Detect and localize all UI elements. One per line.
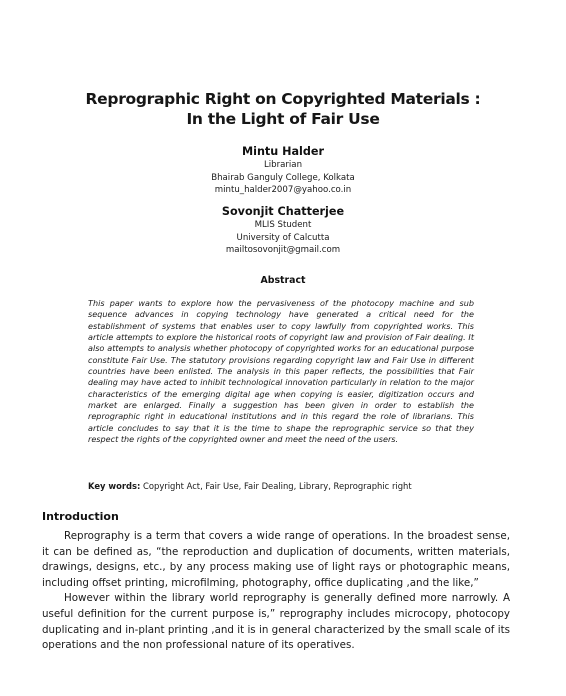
- introduction-paragraph: Reprography is a term that covers a wide range of operations. In the broadest sense, it can be defined as, “the reproduction and duplication of documents, written materials, drawings, designs, etc., by any process making use of light rays or photographic means, including offset printing, microfilming, photography, office duplicating ,and the like,”: [42, 530, 510, 589]
- keywords-label: Key words:: [88, 481, 141, 491]
- author-email: mailtosovonjit@gmail.com: [225, 245, 341, 255]
- author-name: Mintu Halder: [242, 145, 324, 158]
- author-affiliation: University of Calcutta: [236, 232, 330, 243]
- abstract-body: This paper wants to explore how the pervasiveness of the photocopy machine and sub sequence advances in copying technology have generated a critical need for the establishment of systems that enables user to copy lawfully from copyrighted works. This article attempts to explore the historical roots of copyright law and provision of Fair dealing. It also attempts to analysis whether photocopy of copyrighted works for an educational purpose constitute Fair Use. The statutory provisions regarding copyright law and Fair Use in different countries have been enlisted. The analysis in this paper reflects, the possibilities that Fair dealing may have acted to inhibit technological innovation particularly in relation to the major characteristics of the emerging digital age when copying is easier, digitization occurs and market are enlarged. Finally a suggestion has been given in order to establish the reprographic right in educational institutions and in this regard the role of librarians. This article concludes to say that it is the time to shape the reprographic service so that they respect the rights of the copyrighted owner and meet the need of the users.: [88, 298, 474, 445]
- keywords-list: Copyright Act, Fair Use, Fair Dealing, Library, Reprographic right: [143, 481, 412, 491]
- introduction-paragraph: However within the library world reprography is generally defined more narrowly. A useful definition for the current purpose is,” reprography includes microcopy, photocopy duplicating and in-plant printing ,and it is in general characterized by the small scale of its operations and the non professional nature of its operatives.: [42, 592, 510, 652]
- introduction-body: [42, 529, 510, 654]
- author-affiliation: Bhairab Ganguly College, Kolkata: [211, 172, 355, 183]
- section-heading-introduction: Introduction: [42, 510, 119, 523]
- author-block-1: [0, 144, 566, 197]
- paper-title-line-1: Reprographic Right on Copyrighted Materials :: [85, 90, 481, 108]
- author-block-2: [0, 204, 566, 257]
- keywords-line: [88, 481, 488, 491]
- author-role: MLIS Student: [254, 220, 312, 230]
- author-role: Librarian: [263, 160, 303, 170]
- author-email: mintu_halder2007@yahoo.co.in: [214, 185, 352, 195]
- author-name: Sovonjit Chatterjee: [221, 205, 345, 218]
- abstract-heading: Abstract: [260, 275, 306, 286]
- paper-title-line-2: In the Light of Fair Use: [186, 110, 380, 128]
